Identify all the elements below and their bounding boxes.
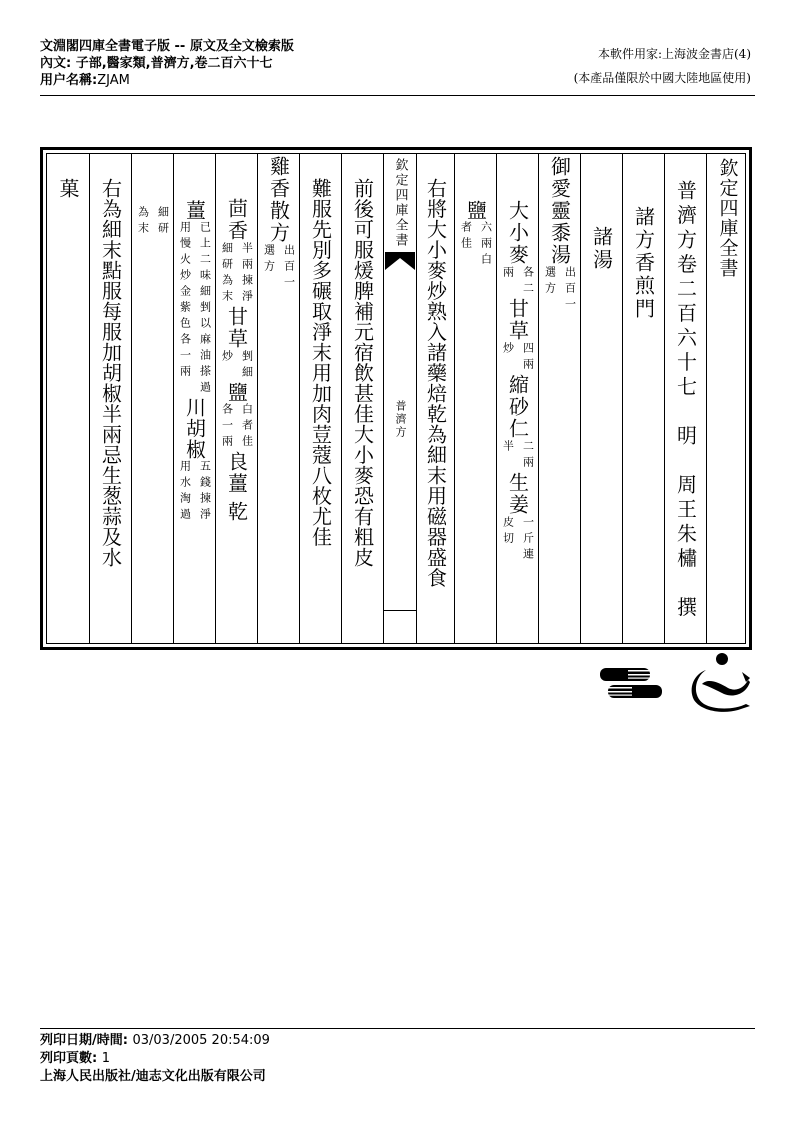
column-16 (89, 154, 131, 643)
column-4 (580, 154, 622, 643)
books-logo-icon (598, 666, 664, 700)
column-11 (299, 154, 341, 643)
column-10 (341, 154, 383, 643)
column-text: 菓 (56, 178, 80, 199)
header-right (493, 42, 753, 90)
header-left (40, 38, 294, 89)
footer-divider (40, 1028, 755, 1029)
annotation: 六兩白 者佳 (459, 221, 493, 269)
content-path: 子部,醫家類,普濟方,卷二百六十七 (75, 56, 273, 71)
annotation: 五錢揀淨 用水淘過 (178, 460, 212, 524)
column-text: 欽定四庫全書 (716, 158, 739, 278)
annotation: 白者佳 各一兩 (220, 403, 254, 451)
annotation: 出百一 選方 (262, 244, 296, 292)
center-fold-column (383, 154, 416, 643)
annotation: 已上二味細剉以麻油搽過 用慢火炒金紫色各一兩 (178, 221, 212, 397)
annotation: 四兩 炒 (501, 342, 535, 374)
publisher: 上海人民出版社/迪志文化出版有限公司 (40, 1069, 266, 1084)
column-2 (664, 154, 706, 643)
app-title: 文淵閣四庫全書電子版 -- 原文及全文檢索版 (40, 39, 294, 54)
column-text: 諸湯 (589, 226, 614, 272)
center-divider (384, 610, 416, 611)
print-datetime-line (40, 1032, 270, 1050)
column-text: 難服先別多碾取淨末用加肉荳蔻八枚尤佳 (308, 178, 333, 547)
annotation: 出百一 選方 (543, 266, 577, 314)
column-6: 大小麥 各二 兩 甘草 四兩 炒 縮砂仁 二兩 半 生姜 一斤連 皮切 (496, 154, 538, 643)
column-text: 右為細末點服每服加胡椒半兩忌生葱蒜及水 (98, 178, 123, 568)
column-text: 普濟方卷二百六十七 明 周王朱橚 撰 (673, 180, 698, 621)
licensee-label: 本軟件用家: (597, 47, 662, 61)
column-17 (47, 154, 89, 643)
column-12: 雞香散方 出百一 選方 (257, 154, 299, 643)
licensee-line (493, 42, 753, 66)
column-text: 右將大小麥炒熟入諸藥焙乾為細末用磁器盛食 (423, 178, 448, 588)
column-3 (622, 154, 664, 643)
column-15 (131, 154, 173, 643)
annotation: 半兩揀淨 細研為末 (220, 242, 254, 306)
fishtail-icon (385, 252, 415, 270)
column-8 (416, 154, 454, 643)
annotation: 剉細 炒 (220, 350, 254, 382)
column-text: 諸方香煎門 (631, 206, 656, 321)
book-page-frame (40, 147, 752, 650)
annotation: 一斤連 皮切 (501, 516, 535, 564)
book-page-inner-frame (46, 153, 746, 644)
center-title: 欽定四庫全書 (392, 158, 408, 248)
column-text: 御愛靈黍湯 (547, 156, 572, 266)
annotation: 二兩 半 (501, 440, 535, 472)
footer (40, 1032, 270, 1086)
header-divider (40, 95, 755, 96)
content-path-line (40, 55, 294, 72)
user-label: 用户名稱: (40, 73, 98, 88)
annotation: 細研 為末 (136, 206, 170, 238)
annotation: 各二 兩 (501, 266, 535, 298)
column-14: 薑 已上二味細剉以麻油搽過 用慢火炒金紫色各一兩 川胡椒 五錢揀淨 用水淘過 (173, 154, 215, 643)
column-7: 鹽 六兩白 者佳 (454, 154, 496, 643)
content-label: 內文: (40, 56, 72, 71)
column-text: 前後可服煖脾補元宿飲甚佳大小麥恐有粗皮 (350, 178, 375, 568)
print-datetime: 03/03/2005 20:54:09 (132, 1033, 270, 1048)
print-pages-label: 列印頁數: (40, 1051, 98, 1066)
region-notice: (本產品僅限於中國大陸地區使用) (573, 71, 751, 85)
print-pages: 1 (101, 1051, 111, 1066)
brush-circle-logo-icon (688, 652, 756, 714)
user-line (40, 72, 294, 89)
column-5 (538, 154, 580, 643)
center-book-name: 普濟方 (394, 400, 407, 439)
column-1 (706, 154, 748, 643)
column-13: 茴香 半兩揀淨 細研為末 甘草 剉細 炒 鹽 白者佳 各一兩 良薑 乾 (215, 154, 257, 643)
licensee-name: 上海波金書店(4) (662, 47, 751, 61)
print-pages-line (40, 1050, 270, 1068)
print-datetime-label: 列印日期/時間: (40, 1033, 128, 1048)
user-name: ZJAM (97, 73, 130, 88)
